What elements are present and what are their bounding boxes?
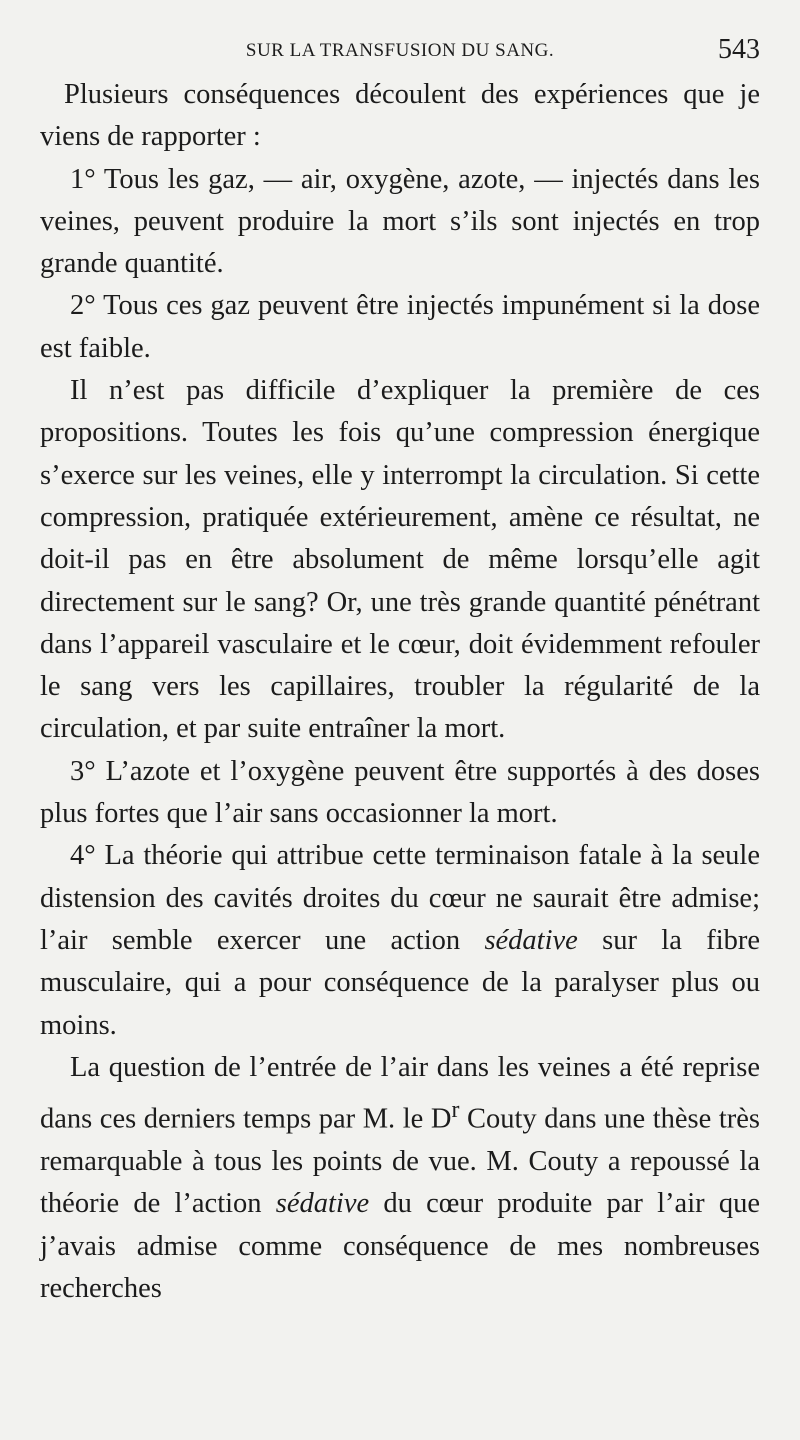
paragraph-couty: La question de l’entrée de l’air dans les veines a été reprise dans ces derniers temps par M. le $D^r$ Couty dans une thèse très remarquable à tous les points de vue. M. Couty a repoussé la théorie de l’action sédative du cœur produite par l’air que j’avais admise comme conséquence de mes nombreuses recherches [40, 1051, 760, 1304]
paragraph-point-4: 4° La théorie qui attribue cette terminaison fatale à la seule distension des cavités droites du cœur ne saurait être admise; l’air semble exercer une action sédative sur la fibre musculaire, qui a pour conséquence de la paralyser plus ou moins. [40, 840, 760, 1041]
paragraph-intro: Plusieurs conséquences découlent des expériences que je viens de rapporter : [40, 79, 760, 153]
italic-term: sédative [275, 1188, 370, 1220]
italic-term: sédative [484, 924, 578, 956]
body-text [40, 74, 760, 1310]
paragraph-explanation: Il n’est pas difficile d’expliquer la première de ces propositions. Toutes les fois qu’une compression énergique s’exerce sur les veines, elle y interrompt la circulation. Si cette compression, pratiquée extérieurement, amène ce résultat, ne doit-il pas en être absolument de même lorsqu’elle agit directement sur le sang? Or, une très grande quantité pénétrant dans l’appareil vasculaire et le cœur, doit évidemment refouler le sang vers les capillaires, troubler la régularité de la circulation, et par suite entraîner la mort. [40, 375, 760, 745]
paragraph-point-3: 3° L’azote et l’oxygène peuvent être supportés à des doses plus fortes que l’air sans occasionner la mort. [40, 755, 760, 830]
page-header [40, 30, 760, 74]
page-number: 543 [718, 34, 760, 65]
superscript-r: r [451, 1097, 460, 1124]
running-title: SUR LA TRANSFUSION DU SANG. [245, 40, 555, 61]
paragraph-point-2: 2° Tous ces gaz peuvent être injectés impunément si la dose est faible. [40, 290, 760, 364]
paragraph-point-1: 1° Tous les gaz, — air, oxygène, azote, — injectés dans les veines, peuvent produire la mort s’ils sont injectés en trop grande quantité. [40, 163, 760, 280]
